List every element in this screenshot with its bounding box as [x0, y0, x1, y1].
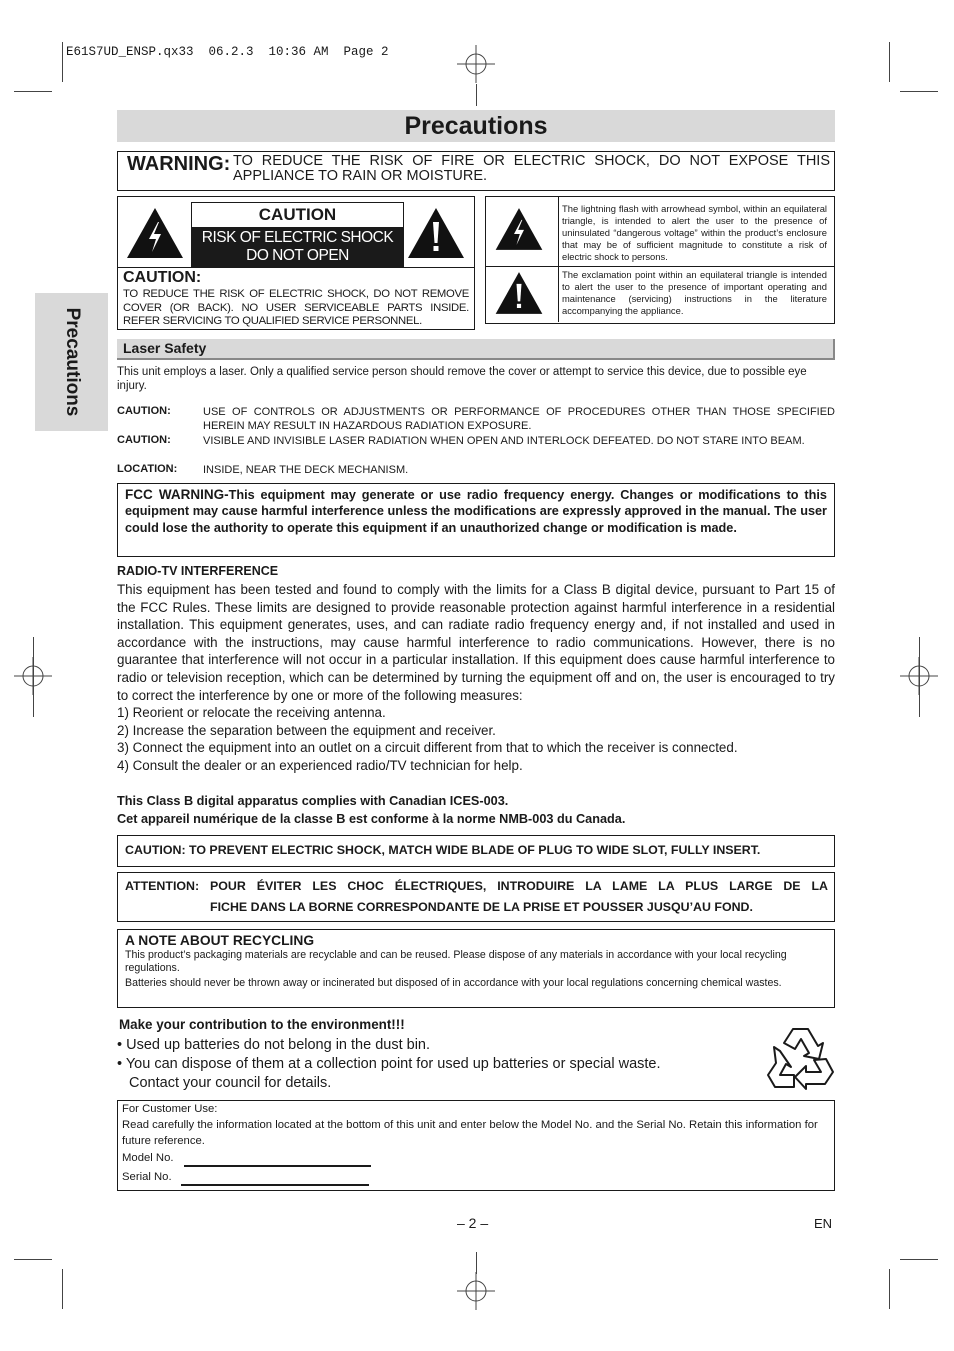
attention-line-2: FICHE DANS LA BORNE CORRESPONDANTE DE LA PRISE ET POUSSER JUSQU’AU FOND.	[210, 900, 753, 914]
recycling-heading: A NOTE ABOUT RECYCLING	[125, 933, 315, 948]
crop-mark	[900, 1259, 938, 1260]
crop-mark	[889, 1269, 890, 1309]
fcc-warning-content	[125, 487, 827, 536]
crop-mark	[900, 91, 938, 92]
laser-location-label: LOCATION:	[117, 463, 178, 475]
side-tab-label: Precautions	[61, 307, 83, 417]
lightning-triangle-icon	[125, 206, 185, 260]
warning-text: TO REDUCE THE RISK OF FIRE OR ELECTRIC SHOCK, DO NOT EXPOSE THIS APPLIANCE TO RAIN OR MOISTURE.	[233, 153, 830, 184]
laser-caution-text-1: USE OF CONTROLS OR ADJUSTMENTS OR PERFORMANCE OF PROCEDURES OTHER THAN THOSE SPECIFIED HEREIN MAY RESULT IN HAZARDOUS RADIATION EXPOSURE.	[203, 406, 835, 432]
crop-mark	[14, 1259, 52, 1260]
symbols-panel	[485, 196, 835, 324]
fcc-warning-label: FCC WARNING-	[125, 487, 229, 502]
crop-mark	[476, 84, 477, 106]
fcc-warning-text: This equipment may generate or use radio frequency energy. Changes or modifications to this equipment may cause harmful interference unless the modifications are expressly approved in the manual. The user could lose the authority to operate this equipment if an unauthorized change or modification is made.	[125, 488, 827, 535]
radio-tv-paragraph: This equipment has been tested and found to comply with the limits for a Class B digital device, pursuant to Part 15 of the FCC Rules. These limits are designed to provide reasonable protection against harmful interference in a residential installation. This equipment generates, uses, and can radiate radio frequency energy and, if not installed and used in accordance with the instructions, may cause harmful interference to radio communications. However, there is no guarantee that interference will not occur in a particular installation. If this equipment does cause harmful interference to radio or television reception, which can be determined by turning the equipment off and on, the user is encouraged to try to correct the interference by one or more of the following measures:	[117, 582, 835, 703]
registration-mark-icon	[457, 1272, 495, 1310]
caution-label-box	[191, 202, 404, 267]
environment-bullet-1: • Used up batteries do not belong in the dust bin.	[117, 1037, 431, 1053]
page-number: – 2 –	[457, 1215, 489, 1231]
divider	[485, 266, 834, 267]
side-tab	[35, 293, 108, 431]
exclamation-triangle-icon	[406, 206, 466, 260]
model-no-field[interactable]	[184, 1165, 371, 1167]
caution-text: TO REDUCE THE RISK OF ELECTRIC SHOCK, DO NOT REMOVE COVER (OR BACK). NO USER SERVICEABLE PARTS INSIDE. REFER SERVICING TO QUALIFIED SERVICE PERSONNEL.	[123, 288, 469, 327]
divider	[558, 196, 559, 267]
laser-caution-text-2: VISIBLE AND INVISIBLE LASER RADIATION WHEN OPEN AND INTERLOCK DEFEATED. DO NOT STARE INTO BEAM.	[203, 435, 805, 447]
exclamation-description: The exclamation point within an equilateral triangle is intended to alert the user to the presence of important operating and maintenance (servicing) instructions in the literature accompanying the appliance.	[562, 269, 827, 316]
page-title: Precautions	[117, 110, 835, 142]
environment-heading: Make your contribution to the environment!!!	[119, 1017, 405, 1032]
caution-heading: CAUTION:	[123, 269, 202, 286]
warning-label: WARNING:	[127, 153, 231, 175]
laser-location-text: INSIDE, NEAR THE DECK MECHANISM.	[203, 464, 409, 476]
language-code: EN	[814, 1216, 833, 1231]
warning-box	[117, 151, 835, 191]
attention-box	[117, 872, 835, 922]
attention-label: ATTENTION:	[125, 879, 200, 893]
crop-mark	[919, 637, 920, 717]
crop-mark	[62, 1269, 63, 1309]
measure-item: 1) Reorient or relocate the receiving antenna.	[117, 705, 386, 720]
canada-line-2: Cet appareil numérique de la classe B est conforme à la norme NMB-003 du Canada.	[117, 812, 626, 826]
recycle-icon	[764, 1023, 838, 1093]
canada-compliance	[117, 792, 625, 828]
serial-no-field[interactable]	[181, 1184, 369, 1186]
laser-caution-label-2: CAUTION:	[117, 434, 171, 446]
customer-heading: For Customer Use:	[122, 1103, 218, 1115]
measure-item: 4) Consult the dealer or an experienced radio/TV technician for help.	[117, 757, 523, 773]
divider	[558, 266, 559, 322]
fcc-warning-box	[117, 483, 835, 557]
caution-label: CAUTION	[258, 205, 337, 224]
customer-use-box	[117, 1100, 835, 1191]
plug-caution-text: CAUTION: TO PREVENT ELECTRIC SHOCK, MATCH WIDE BLADE OF PLUG TO WIDE SLOT, FULLY INSERT.	[125, 843, 761, 857]
measure-item: 3) Connect the equipment into an outlet on a circuit different from that to which the receiver is connected.	[117, 740, 738, 756]
radio-tv-measures	[117, 704, 835, 774]
risk-banner	[192, 227, 403, 267]
environment-bullet-2: • You can dispose of them at a collection point for used up batteries or special waste.	[117, 1056, 661, 1072]
serial-no-label: Serial No.	[122, 1171, 172, 1183]
crop-mark	[33, 637, 34, 717]
crop-mark	[476, 1252, 477, 1274]
file-info: E61S7UD_ENSP.qx33 06.2.3 10:36 AM Page 2	[66, 45, 389, 59]
attention-line-1: POUR ÉVITER LES CHOC ÉLECTRIQUES, INTRODUIRE LA LAME LA PLUS LARGE DE LA	[210, 879, 828, 893]
crop-mark	[889, 42, 890, 82]
crop-mark	[62, 42, 63, 82]
recycling-text-1: This product’s packaging materials are recyclable and can be reused. Please dispose of any materials in accordance with your local recycling regulations.	[125, 949, 787, 974]
measure-item: 2) Increase the separation between the equipment and receiver.	[117, 722, 496, 738]
customer-text: Read carefully the information located at the bottom of this unit and enter below the Model No. and the Serial No. Retain this information for future reference.	[122, 1119, 818, 1147]
laser-caution-label-1: CAUTION:	[117, 405, 171, 417]
laser-intro: This unit employs a laser. Only a qualified service person should remove the cover or attempt to service this device, due to possible eye injury.	[117, 366, 807, 392]
exclamation-triangle-icon	[494, 270, 544, 316]
lightning-triangle-icon	[494, 206, 544, 252]
divider	[117, 267, 474, 268]
caution-panel	[117, 196, 475, 330]
environment-bullets	[117, 1036, 661, 1093]
recycling-box	[117, 929, 835, 1008]
recycling-text-2: Batteries should never be thrown away or incinerated but disposed of in accordance with your local regulations concerning chemical wastes.	[125, 977, 782, 989]
risk-line-2: DO NOT OPEN	[246, 247, 349, 264]
laser-heading: Laser Safety	[123, 340, 207, 356]
environment-bullet-2-cont: Contact your council for details.	[129, 1075, 332, 1091]
canada-line-1: This Class B digital apparatus complies with Canadian ICES-003.	[117, 794, 509, 808]
registration-mark-icon	[457, 45, 495, 83]
lightning-description: The lightning flash with arrowhead symbol, within an equilateral triangle, is intended to alert the user to the presence of uninsulated “dangerous voltage” within the product’s enclosure that may be of sufficient magnitude to constitute a risk of electric shock to persons.	[562, 203, 827, 262]
plug-caution-box	[117, 835, 835, 867]
crop-mark	[14, 91, 52, 92]
radio-tv-heading: RADIO-TV INTERFERENCE	[117, 564, 279, 578]
model-no-label: Model No.	[122, 1152, 174, 1164]
risk-line-1: RISK OF ELECTRIC SHOCK	[201, 229, 394, 246]
laser-heading-bar	[117, 339, 835, 360]
